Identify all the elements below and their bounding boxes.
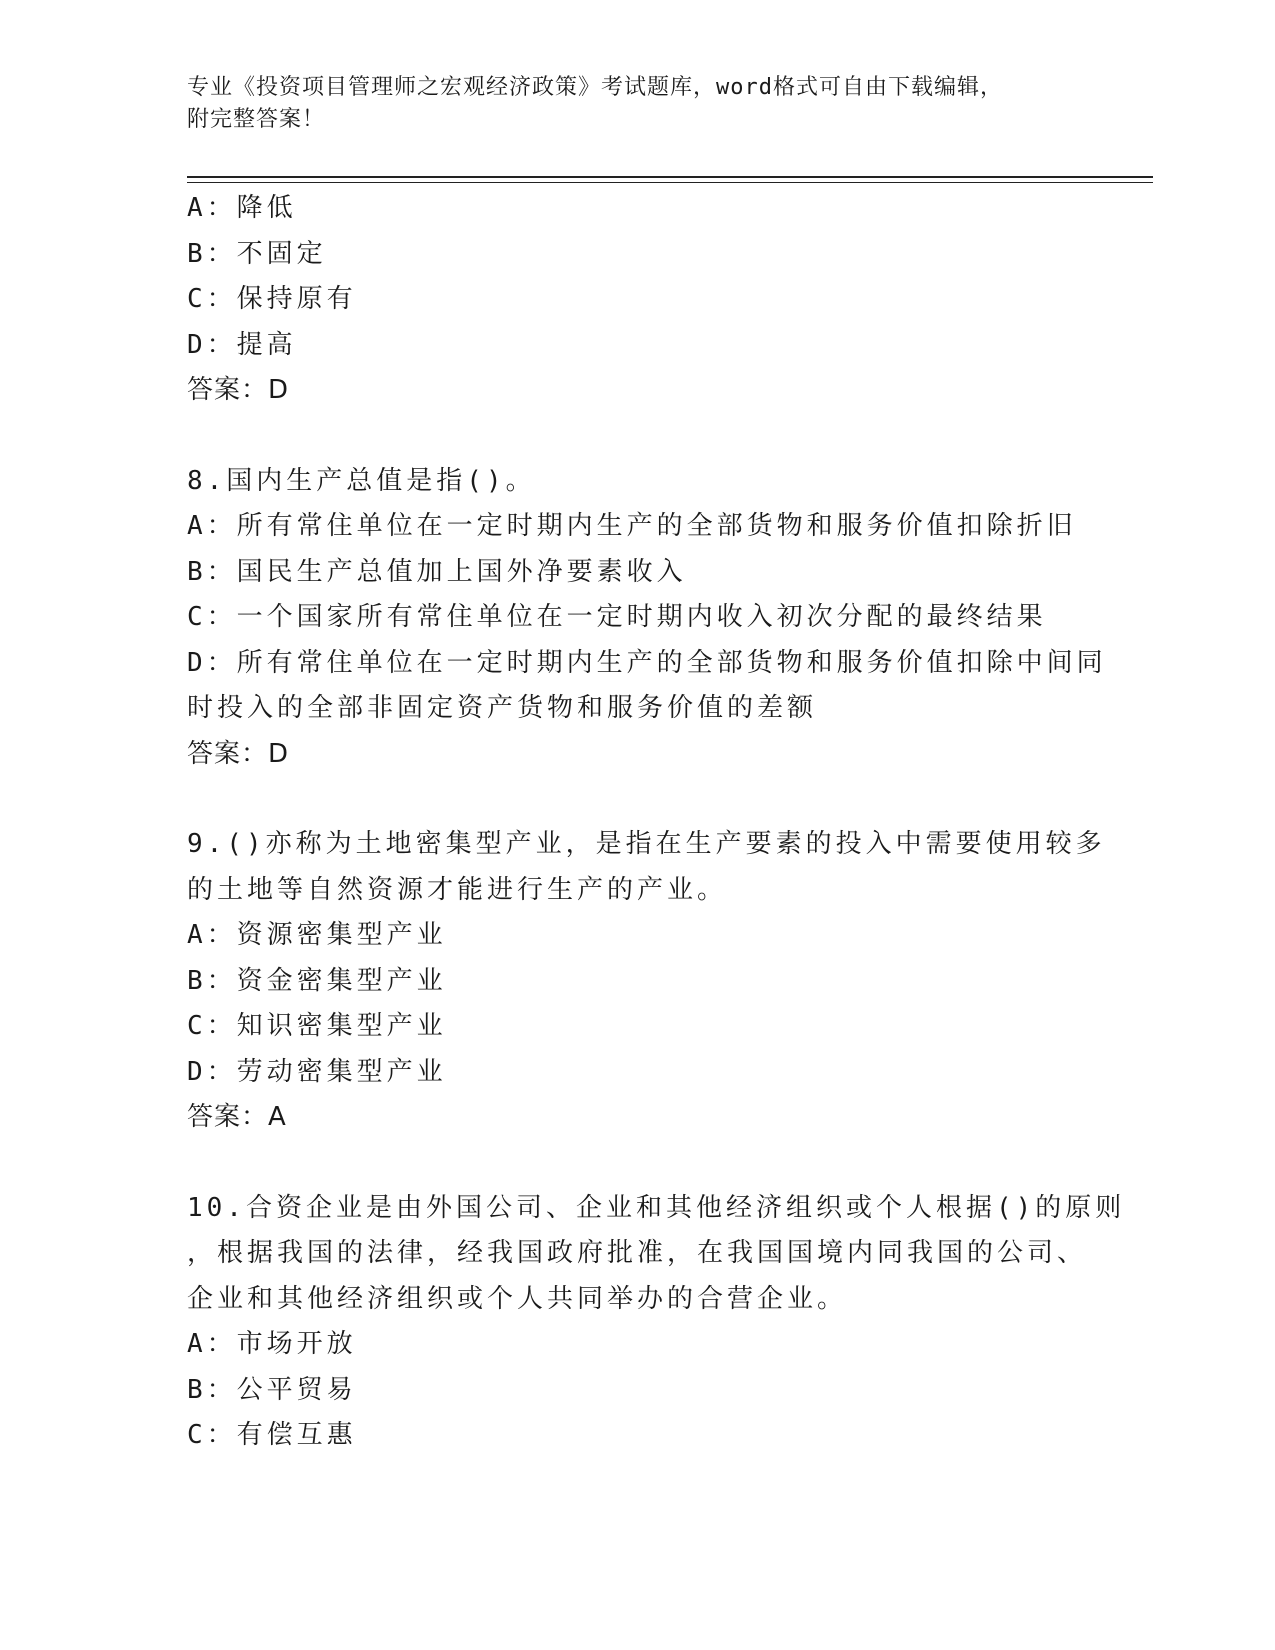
option-text: 不固定	[236, 238, 327, 269]
option-label: A：	[187, 1329, 237, 1359]
option-label: C：	[187, 284, 237, 314]
option-a	[187, 504, 1087, 550]
header-line-1: 专业《投资项目管理师之宏观经济政策》考试题库，word格式可自由下载编辑，	[187, 75, 1003, 100]
option-a	[187, 913, 1087, 959]
option-label: A：	[187, 511, 237, 541]
option-label: B：	[187, 556, 237, 587]
option-text: 提高	[236, 329, 297, 360]
option-text: 保持原有	[236, 284, 357, 314]
option-a	[187, 186, 1087, 232]
header-line-2: 附完整答案！	[187, 107, 326, 132]
option-label: C：	[187, 1420, 237, 1450]
option-text: 劳动密集型产业	[236, 1056, 447, 1087]
option-c	[187, 1413, 1087, 1459]
option-text: 市场开放	[236, 1329, 357, 1359]
option-text: 所有常住单位在一定时期内生产的全部货物和服务价值扣除折旧	[236, 511, 1077, 541]
answer-line: 答案：A	[187, 1102, 287, 1132]
question-stem: 9.()亦称为土地密集型产业，是指在生产要素的投入中需要使用较多	[187, 829, 1106, 859]
option-label: A：	[187, 920, 237, 950]
spacer	[187, 1141, 1087, 1186]
option-label: A：	[187, 193, 237, 223]
option-label: D：	[187, 329, 237, 360]
option-text: 知识密集型产业	[236, 1011, 447, 1041]
option-text: 国民生产总值加上国外净要素收入	[236, 556, 687, 587]
option-c	[187, 1004, 1087, 1050]
option-label: B：	[187, 238, 237, 269]
option-text: 所有常住单位在一定时期内生产的全部货物和服务价值扣除中间同	[236, 647, 1107, 678]
option-label: C：	[187, 1011, 237, 1041]
option-b	[187, 550, 1087, 596]
option-text: 有偿互惠	[236, 1420, 357, 1450]
question-8-block	[187, 459, 1107, 778]
question-stem: 8.国内生产总值是指()。	[187, 465, 536, 496]
option-label: C：	[187, 602, 237, 632]
option-b	[187, 959, 1087, 1005]
option-c	[187, 277, 1087, 323]
question-content	[187, 186, 1126, 1459]
answer-line: 答案：D	[187, 375, 290, 405]
option-c	[187, 595, 1087, 641]
option-label: D：	[187, 647, 237, 678]
option-d	[187, 641, 1107, 687]
option-text: 公平贸易	[236, 1374, 357, 1405]
option-text: 降低	[236, 193, 297, 223]
question-stem-continued: 企业和其他经济组织或个人共同举办的合营企业。	[187, 1283, 848, 1314]
spacer	[187, 414, 1087, 459]
option-d-continued: 时投入的全部非固定资产货物和服务价值的差额	[187, 693, 818, 723]
option-d	[187, 1050, 1087, 1096]
header-rule-thin	[187, 182, 1153, 183]
option-text: 资源密集型产业	[236, 920, 447, 950]
option-label: B：	[187, 1374, 237, 1405]
question-stem: 10.合资企业是由外国公司、企业和其他经济组织或个人根据()的原则	[187, 1192, 1126, 1223]
option-label: D：	[187, 1056, 237, 1087]
option-text: 一个国家所有常住单位在一定时期内收入初次分配的最终结果	[236, 602, 1047, 632]
question-9-block	[187, 822, 1106, 1141]
spacer	[187, 777, 1087, 822]
option-text: 资金密集型产业	[236, 965, 447, 996]
question-stem-continued: 的土地等自然资源才能进行生产的产业。	[187, 874, 728, 905]
answer-line: 答案：D	[187, 738, 290, 769]
question-stem-continued: ，根据我国的法律，经我国政府批准，在我国国境内同我国的公司、	[187, 1238, 1088, 1268]
question-7-block	[187, 186, 1087, 414]
option-a	[187, 1322, 1087, 1368]
document-header	[187, 72, 1087, 136]
option-d	[187, 323, 1087, 369]
header-rule-thick	[187, 176, 1153, 178]
option-b	[187, 1368, 1087, 1414]
option-b	[187, 232, 1087, 278]
question-10-block	[187, 1186, 1126, 1459]
option-label: B：	[187, 965, 237, 996]
